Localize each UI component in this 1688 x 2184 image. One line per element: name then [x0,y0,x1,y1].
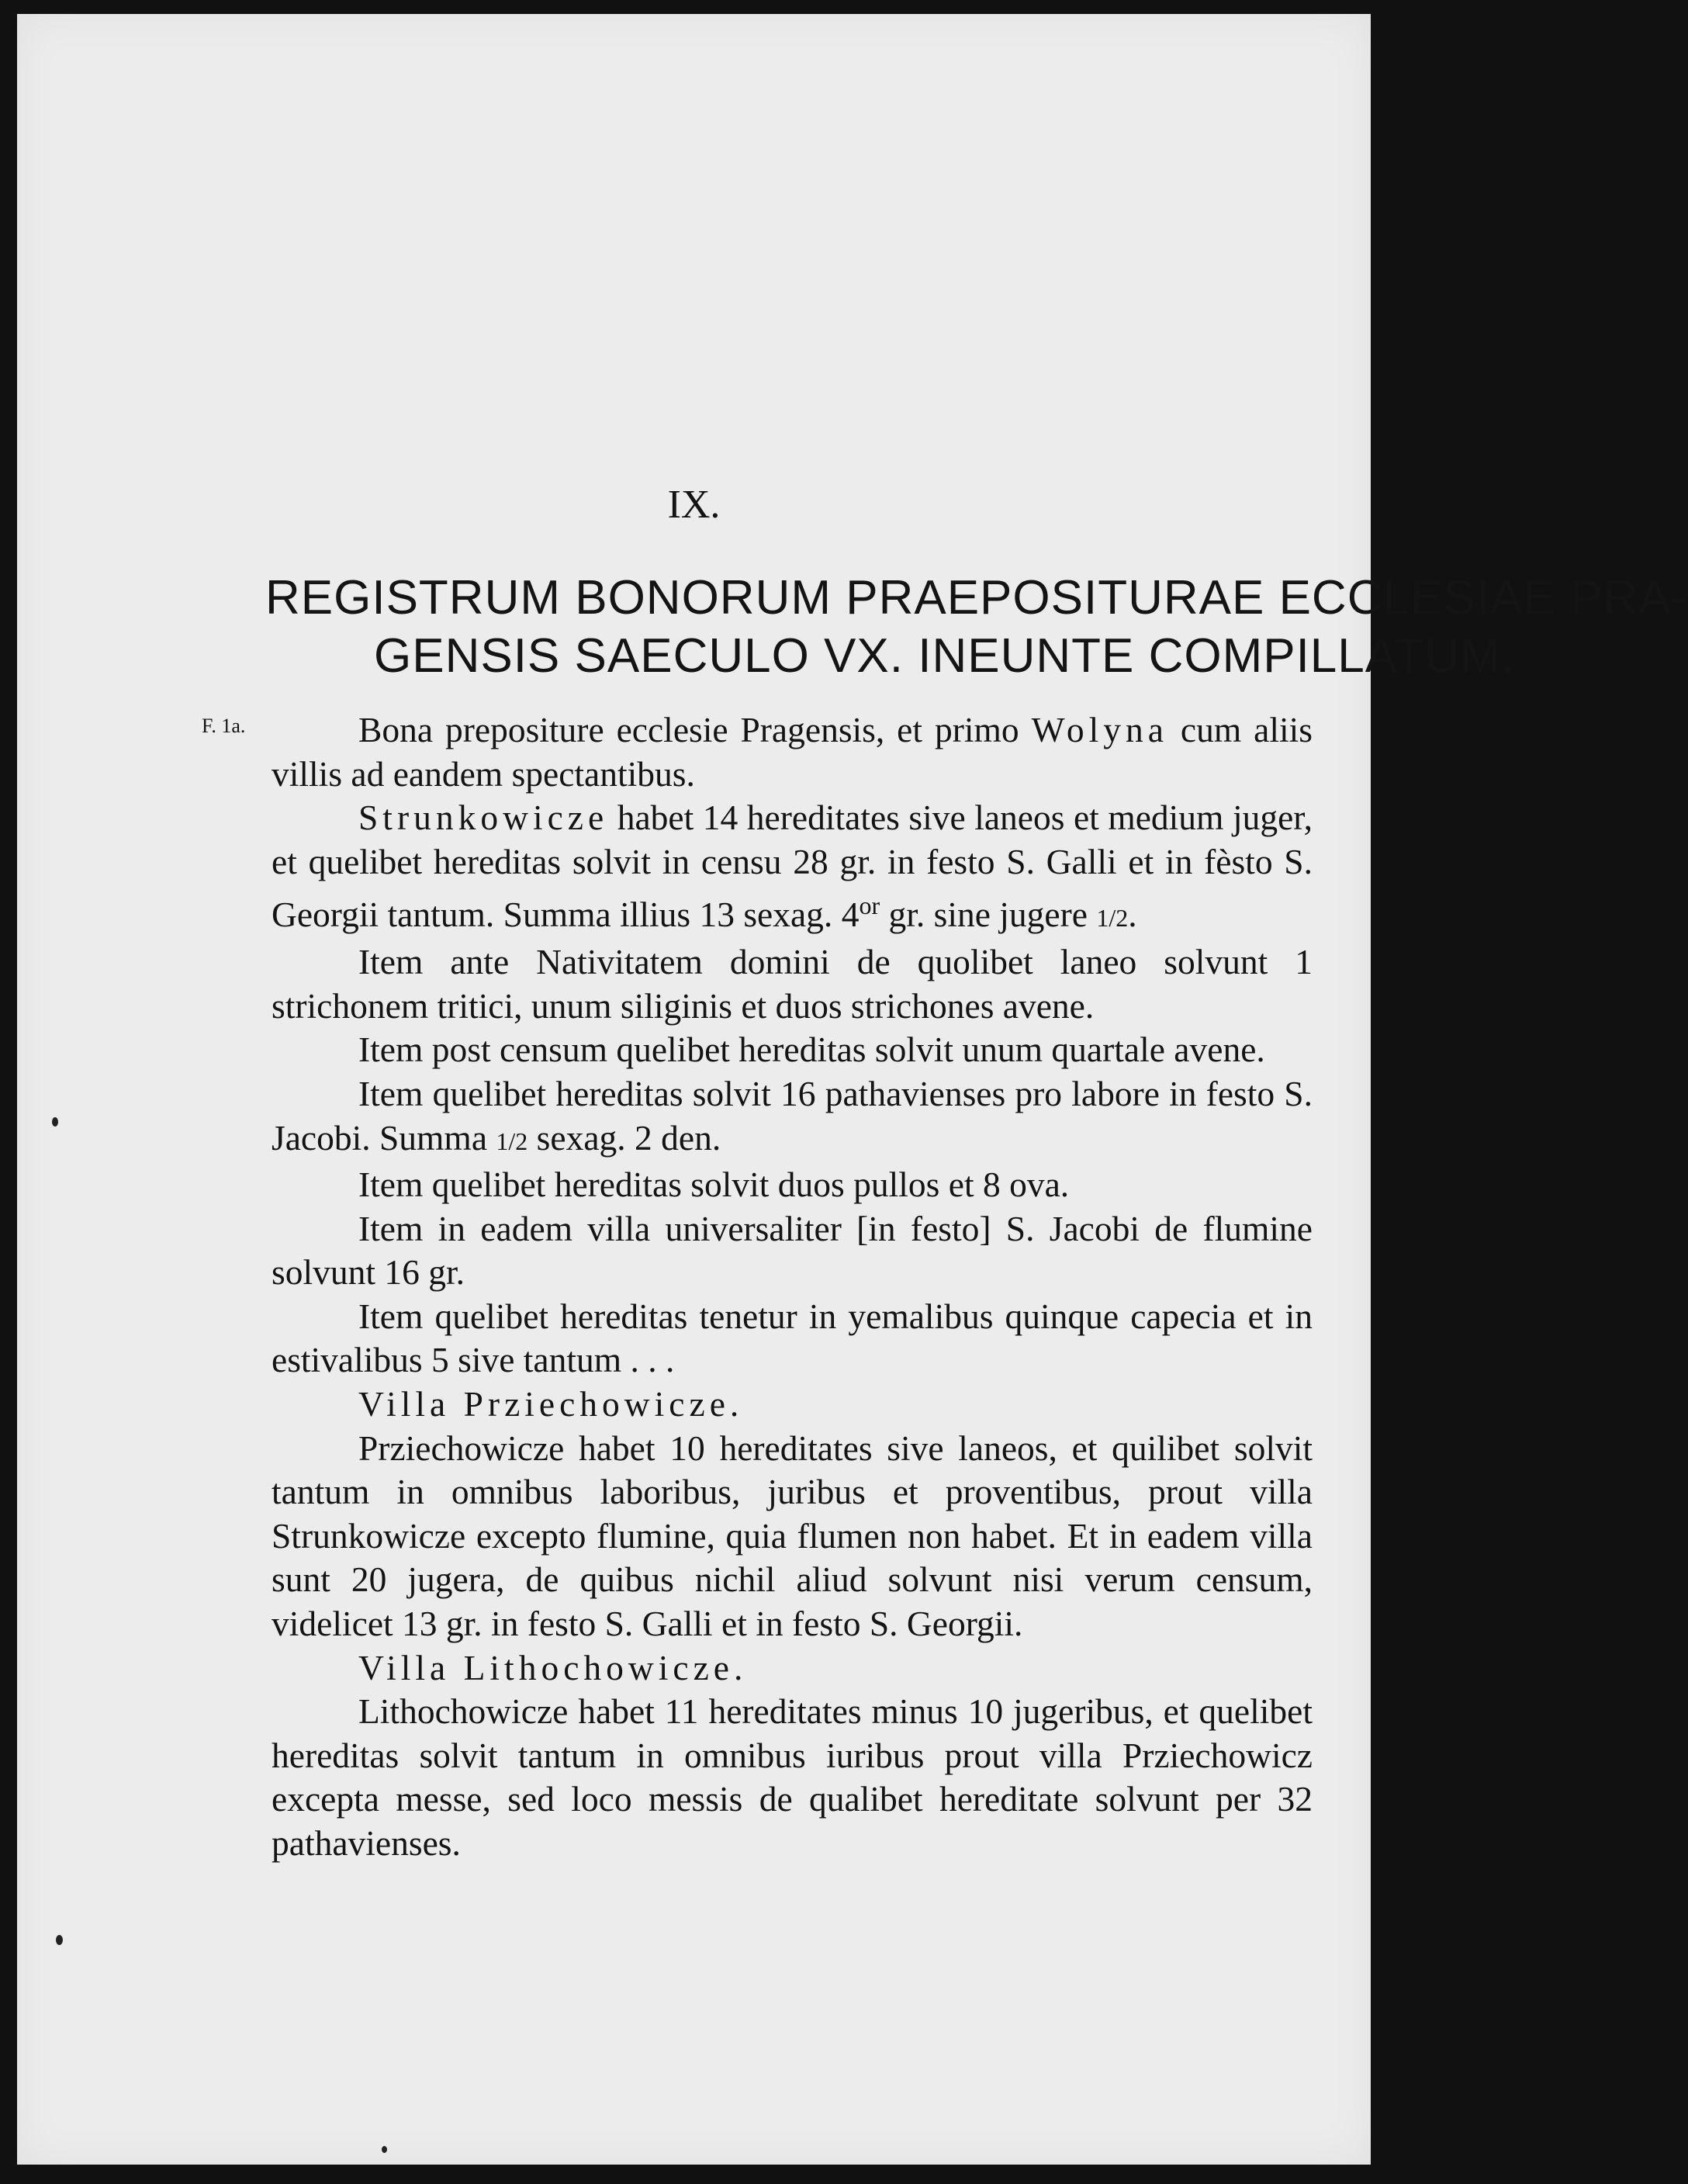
paragraph-8: Item quelibet hereditas tenetur in yemalibus quinque capecia et in estivalibus 5 sive tantum . . . [272,1296,1313,1380]
paragraph-12: Lithochowicze habet 11 hereditates minus 10 jugeribus, et quelibet hereditas solvit tantum in omnibus iuribus prout villa Prziechowicz excepta messe, sed loco messis de qualibet hereditate solvunt per 32 pathavienses. [272,1691,1313,1863]
ink-speck [56,1935,63,1945]
ink-speck [382,2146,387,2153]
title-line-1: REGISTRUM BONORUM PRAEPOSITURAE ECCLESIAE PRA- [265,571,1688,625]
paragraph-3: Item ante Nativitatem domini de quolibet laneo solvunt 1 strichonem tritici, unum siliginis et duos strichones avene. [272,942,1313,1026]
paragraph-6: Item quelibet hereditas solvit duos pullos et 8 ova. [358,1165,1070,1205]
heading-villa-lithochowicze: Villa Lithochowicze. [358,1647,748,1687]
paragraph-10: Prziechowicze habet 10 hereditates sive laneos, et quilibet solvit tantum in omnibus laboribus, juribus et proventibus, prout villa Strunkowicze excepto flumine, quia flumen non habet. Et in eadem villa sunt 20 jugera, de quibus nichil aliud solvunt nisi verum censum, videlicet 13 gr. in festo S. Galli et in festo S. Georgii. [272,1428,1313,1644]
paragraph-7: Item in eadem villa universaliter [in festo] S. Jacobi de flumine solvunt 16 gr. [272,1208,1313,1293]
folio-margin-reference: F. 1a. [202,715,246,737]
paragraph-4: Item post censum quelibet hereditas solvit unum quartale avene. [358,1030,1265,1070]
title-line-2: GENSIS SAECULO VX. INEUNTE COMPILLATUM. [374,629,1516,683]
heading-villa-prziechowicze: Villa Prziechowicze. [358,1384,744,1424]
body-text [272,708,1313,1866]
place-name-wolyna: Wolyna [1031,710,1168,749]
paragraph-5: Item quelibet hereditas solvit 16 pathavienses pro labore in festo S. Jacobi. Summa 1/2 sexag. 2 den. [272,1073,1313,1158]
ink-speck [52,1117,58,1127]
chapter-number: IX. [667,483,721,527]
place-name-strunkowicze: Strunkowicze [358,798,609,838]
fraction-half: 1/2 [1096,904,1129,933]
paragraph-2: Strunkowicze habet 14 hereditates sive laneos et medium juger, et quelibet hereditas solvit in censu 28 gr. in festo S. Galli et in fèsto S. Georgii tantum. Summa illius 13 sexag. $4^{or}$ gr. sine jugere 1/2. [272,798,1313,935]
fraction-half: 1/2 [496,1127,528,1155]
document-page [17,14,1688,2165]
paragraph-1: Bona prepositure ecclesie Pragensis, et primo Wolyna cum aliis villis ad eandem spectantibus. [272,710,1313,794]
